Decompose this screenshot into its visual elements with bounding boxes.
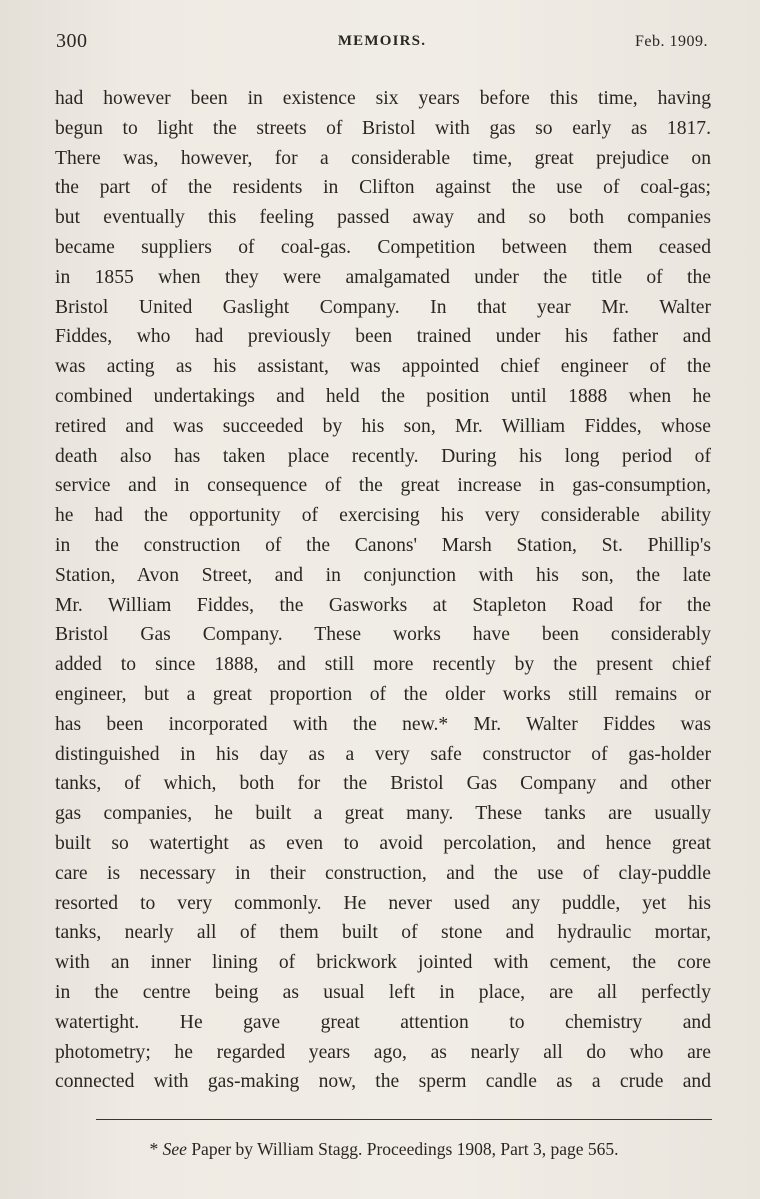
text-line: in the centre being as usual left in place, are all perfectly	[55, 981, 711, 1003]
body-text	[55, 84, 711, 1097]
text-line: watertight. He gave great attention to chemistry and	[55, 1011, 711, 1033]
text-line: became suppliers of coal-gas. Competition between them ceased	[55, 236, 711, 258]
page-number: 300	[56, 30, 88, 52]
text-line: Bristol United Gaslight Company. In that year Mr. Walter	[55, 296, 711, 318]
text-line: built so watertight as even to avoid percolation, and hence great	[55, 832, 711, 854]
text-line: Station, Avon Street, and in conjunction with his son, the late	[55, 564, 711, 586]
text-line: combined undertakings and held the position until 1888 when he	[55, 385, 711, 407]
text-line: has been incorporated with the new.* Mr. Walter Fiddes was	[55, 713, 711, 735]
text-line: with an inner lining of brickwork jointed with cement, the core	[55, 952, 711, 974]
text-line: distinguished in his day as a very safe constructor of gas-holder	[55, 743, 711, 765]
text-line: engineer, but a great proportion of the older works still remains or	[55, 683, 711, 705]
text-line: tanks, nearly all of them built of stone and hydraulic mortar,	[55, 922, 711, 944]
text-line: the part of the residents in Clifton against the use of coal-gas;	[55, 177, 711, 199]
text-line: begun to light the streets of Bristol with gas so early as 1817.	[55, 117, 711, 139]
text-line: service and in consequence of the great increase in gas-consumption,	[55, 475, 711, 497]
text-line: retired and was succeeded by his son, Mr. William Fiddes, whose	[55, 415, 711, 437]
footnote-marker: *	[149, 1139, 159, 1159]
text-line: Mr. William Fiddes, the Gasworks at Stapleton Road for the	[55, 594, 711, 616]
text-line: tanks, of which, both for the Bristol Gas Company and other	[55, 773, 711, 795]
text-line: death also has taken place recently. During his long period of	[55, 445, 711, 467]
text-line: in 1855 when they were amalgamated under the title of the	[55, 266, 711, 288]
text-line: care is necessary in their construction, and the use of clay-puddle	[55, 862, 711, 884]
footnote	[56, 1139, 712, 1160]
section-title: MEMOIRS.	[337, 33, 427, 49]
footnote-divider	[96, 1119, 712, 1120]
text-line: There was, however, for a considerable time, great prejudice on	[55, 147, 711, 169]
text-line: was acting as his assistant, was appointed chief engineer of the	[55, 356, 711, 378]
footnote-see: See	[162, 1139, 187, 1159]
text-line: added to since 1888, and still more recently by the present chief	[55, 654, 711, 676]
text-line: connected with gas-making now, the sperm candle as a crude and	[55, 1071, 711, 1093]
text-line: gas companies, he built a great many. These tanks are usually	[55, 803, 711, 825]
issue-date: Feb. 1909.	[635, 33, 708, 50]
text-line: Bristol Gas Company. These works have been considerably	[55, 624, 711, 646]
text-line: resorted to very commonly. He never used any puddle, yet his	[55, 892, 711, 914]
running-head	[56, 30, 708, 60]
footnote-text: Paper by William Stagg. Proceedings 1908, Part 3, page 565.	[191, 1139, 619, 1159]
text-line: but eventually this feeling passed away and so both companies	[55, 207, 711, 229]
text-line: had however been in existence six years before this time, having	[55, 88, 711, 109]
text-line: Fiddes, who had previously been trained under his father and	[55, 326, 711, 348]
text-line: in the construction of the Canons' Marsh Station, St. Phillip's	[55, 534, 711, 556]
text-line: he had the opportunity of exercising his very considerable ability	[55, 505, 711, 527]
text-line: photometry; he regarded years ago, as nearly all do who are	[55, 1041, 711, 1063]
